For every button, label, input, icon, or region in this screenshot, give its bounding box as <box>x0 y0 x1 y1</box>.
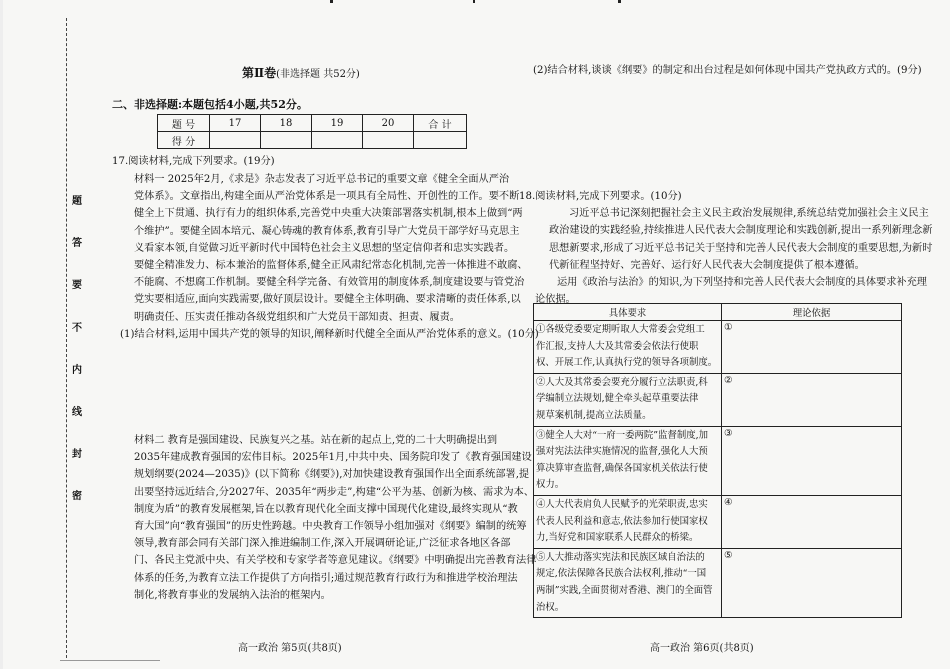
requirement-cell <box>534 321 722 374</box>
material-line: 出要坚持远近结合,分2027年、2035年“两步走”,构建“公平为基、创新为核、需求为本、 <box>134 486 534 498</box>
requirement-line: ②人大及其常委会要充分履行立法职责,科 <box>536 376 708 388</box>
answer-marker: ③ <box>724 427 733 439</box>
requirement-line: 算决算审查监督,确保各国家机关依法行使 <box>536 462 708 474</box>
answer-area[interactable] <box>533 84 903 180</box>
requirement-line: 规草案机制,提高立法质量。 <box>536 409 652 421</box>
answer-marker: ④ <box>724 496 733 508</box>
sub-question <box>533 62 922 79</box>
registration-mark <box>618 0 621 3</box>
material-line: 材料二 教育是强国建设、民族复兴之基。站在新的起点上,党的二十大明确提出到 <box>134 435 498 446</box>
answer-cell[interactable] <box>722 321 902 374</box>
task-line: 运用《政治与法治》的知识,为下列坚持和完善人民代表大会制度的具体要求补充理 <box>557 277 927 289</box>
answer-cell[interactable] <box>722 495 902 548</box>
binding-mark: 内 <box>72 365 82 376</box>
requirement-line: 权力。 <box>536 479 565 491</box>
requirement-cell <box>534 548 722 617</box>
score-cell[interactable] <box>261 132 312 149</box>
sub-question-text: (2)结合材料,谈谈《纲要》的制定和出台过程是如何体现中国共产党执政方式的。(9分) <box>533 65 922 76</box>
answer-marker: ② <box>724 374 733 386</box>
task-line: 论依据。 <box>535 294 576 306</box>
part-heading: 二、非选择题:本题包括4小题,共52分。 <box>112 98 308 111</box>
requirement-line: 两制”实践,全面贯彻对香港、澳门的全面管 <box>536 584 713 596</box>
requirement-line: ④人大代表肩负人民赋予的光荣职责,忠实 <box>536 498 708 510</box>
answer-marker: ① <box>724 322 733 333</box>
score-table-number: 18 <box>261 115 312 132</box>
scan-edge <box>0 0 3 669</box>
requirement-line: 代表人民利益和意志,依法参加行使国家权 <box>536 515 708 527</box>
score-table-label: 题 号 <box>158 115 210 132</box>
score-table-total: 合 计 <box>414 115 467 132</box>
material-line: 育大国”向“教育强国”的历史性跨越。中央教育工作领导小组加强对《纲要》编制的统筹 <box>134 521 527 533</box>
material-line: 习近平总书记深刻把握社会主义民主政治发展规律,系统总结党加强社会主义民主 <box>569 208 929 220</box>
material-line: 领导,教育部会同有关部门深入推进编制工作,深入开展调研论证,广泛征求各地区各部 <box>134 538 511 550</box>
table-row <box>534 548 902 617</box>
score-cell[interactable] <box>363 132 414 149</box>
requirement-line: 治权。 <box>536 601 565 613</box>
table-row <box>534 426 902 495</box>
sub-question: (1)结合材料,运用中国共产党的领导的知识,阐释新时代健全全面从严治党体系的意义。(10分) <box>120 328 539 340</box>
binding-line <box>66 18 67 658</box>
material-line: 规划纲要(2024—2035)》(以下简称《纲要》),对加快建设教育强国作出全面系统部署,提 <box>134 469 530 481</box>
binding-mark: 题 <box>72 196 82 207</box>
material-line: 材料一 2025年2月,《求是》杂志发表了习近平总书记的重要文章《健全全面从严治 <box>134 174 510 185</box>
requirement-line: 规定,依法保障各民族合法权利,推动“一国 <box>536 568 707 580</box>
score-cell[interactable] <box>414 132 467 149</box>
binding-mark: 答 <box>72 238 82 249</box>
table-row <box>534 321 902 374</box>
requirement-line: 作汇报,支持人大及其常委会依法行使职 <box>536 340 699 352</box>
requirement-cell <box>534 495 722 548</box>
score-cell[interactable] <box>312 132 363 149</box>
answer-cell[interactable] <box>722 548 902 617</box>
binding-mark: 不 <box>72 323 82 334</box>
requirement-line: ③健全人大对“一府一委两院”监督制度,加 <box>536 429 708 441</box>
material-line: 制度为盾”的教育发展框架,旨在以教育现代化全面支撑中国现代化建设,最终实现从“教 <box>134 503 518 515</box>
question-heading: 18.阅读材料,完成下列要求。(10分) <box>519 191 682 202</box>
binding-mark: 线 <box>72 407 82 418</box>
page-footer: 高一政治 第6页(共8页) <box>650 643 754 654</box>
material-line: 个维护”。要健全固本培元、凝心铸魂的教育体系,教育引导广大党员干部学好马克思主 <box>134 225 520 237</box>
table-row <box>534 373 902 426</box>
binding-mark: 封 <box>72 449 82 460</box>
table-row <box>534 495 902 548</box>
bottom-rule <box>60 660 160 661</box>
material-line: 政治建设的实践经验,持续推进人民代表大会制度理论和实践创新,提出一系列新理念新 <box>549 225 933 237</box>
question-18 <box>519 188 933 308</box>
score-cell[interactable] <box>210 132 261 149</box>
table-header: 具体要求 <box>534 304 722 321</box>
table-header: 理论依据 <box>722 304 902 321</box>
requirements-table <box>533 303 902 618</box>
material-line: 健全上下贯通、执行有力的组织体系,完善党中央重大决策部署落实机制,根本上做到“两 <box>134 208 523 220</box>
registration-mark <box>473 0 475 3</box>
requirement-line: 力,当好党和国家联系人民群众的桥梁。 <box>536 532 699 544</box>
requirement-cell <box>534 426 722 495</box>
question-heading: 17.阅读材料,完成下列要求。(19分) <box>112 156 275 167</box>
material-line: 体系的任务,为教育立法工作提供了方向指引;通过规范教育行政行为和推进学校治理法 <box>134 572 518 584</box>
material-line: 党实要相适应,面向实践需要,做好顶层设计。要健全主体明确、要求清晰的责任体系,以 <box>134 294 521 306</box>
score-table-number: 20 <box>363 115 414 132</box>
requirement-line: ①各级党委要定期听取人大常委会党组工 <box>536 324 705 335</box>
material-line: 门、各民主党派中央、有关学校和专家学者等意见建议。《纲要》中明确提出完善教育法律 <box>134 555 537 567</box>
score-table <box>157 114 467 149</box>
score-table-label: 得 分 <box>158 132 210 149</box>
requirement-cell <box>534 373 722 426</box>
binding-mark: 密 <box>72 491 82 502</box>
material-line: 义看家本领,自觉做习近平新时代中国特色社会主义思想的坚定信仰者和忠实实践者。 <box>134 242 515 254</box>
registration-mark <box>330 0 333 3</box>
requirement-line: ⑤人大推动落实宪法和民族区域自治法的 <box>536 551 705 563</box>
material-line: 党体系》。文章指出,构建全面从严治党体系是一项具有全局性、开创性的工作。要不断 <box>134 191 520 203</box>
score-table-number: 17 <box>210 115 261 132</box>
material-line: 要健全精准发力、标本兼治的监督体系,健全正风肃纪常态化机制,完善一体推进不敢腐、 <box>134 260 528 272</box>
score-table-number: 19 <box>312 115 363 132</box>
requirement-line: 强对宪法法律实施情况的监督,强化人大预 <box>536 446 708 458</box>
answer-cell[interactable] <box>722 426 902 495</box>
binding-mark: 要 <box>72 280 82 291</box>
requirement-line: 权、开展工作,认真执行党的领导各项制度。 <box>536 357 718 369</box>
answer-area[interactable] <box>112 340 492 428</box>
section-title: 第Ⅱ卷(非选择题 共52分) <box>242 66 360 80</box>
material-line: 制化,将教育事业的发展纳入法治的框架内。 <box>134 589 331 601</box>
material-line: 2035年建成教育强国的宏伟目标。2025年1月,中共中央、国务院印发了《教育强国建设 <box>134 452 532 464</box>
answer-cell[interactable] <box>722 373 902 426</box>
material-2 <box>112 432 537 604</box>
page-footer: 高一政治 第5页(共8页) <box>238 643 342 654</box>
question-17 <box>112 153 275 170</box>
material-1 <box>112 171 539 343</box>
requirement-line: 学编制立法规划,健全牵头起草重要法律 <box>536 393 699 405</box>
material-line: 明确责任、压实责任推动各级党组织和广大党员干部知责、担责、履责。 <box>134 311 460 323</box>
material-line: 不能腐、不想腐工作机制。要健全科学完备、有效管用的制度体系,制度建设要与管党治 <box>134 277 525 289</box>
answer-marker: ⑤ <box>724 549 733 561</box>
material-line: 代新征程坚持好、完善好、运行好人民代表大会制度提供了根本遵循。 <box>549 259 865 271</box>
material-line: 思想新要求,形成了习近平总书记关于坚持和完善人民代表大会制度的重要思想,为新时 <box>549 242 933 254</box>
